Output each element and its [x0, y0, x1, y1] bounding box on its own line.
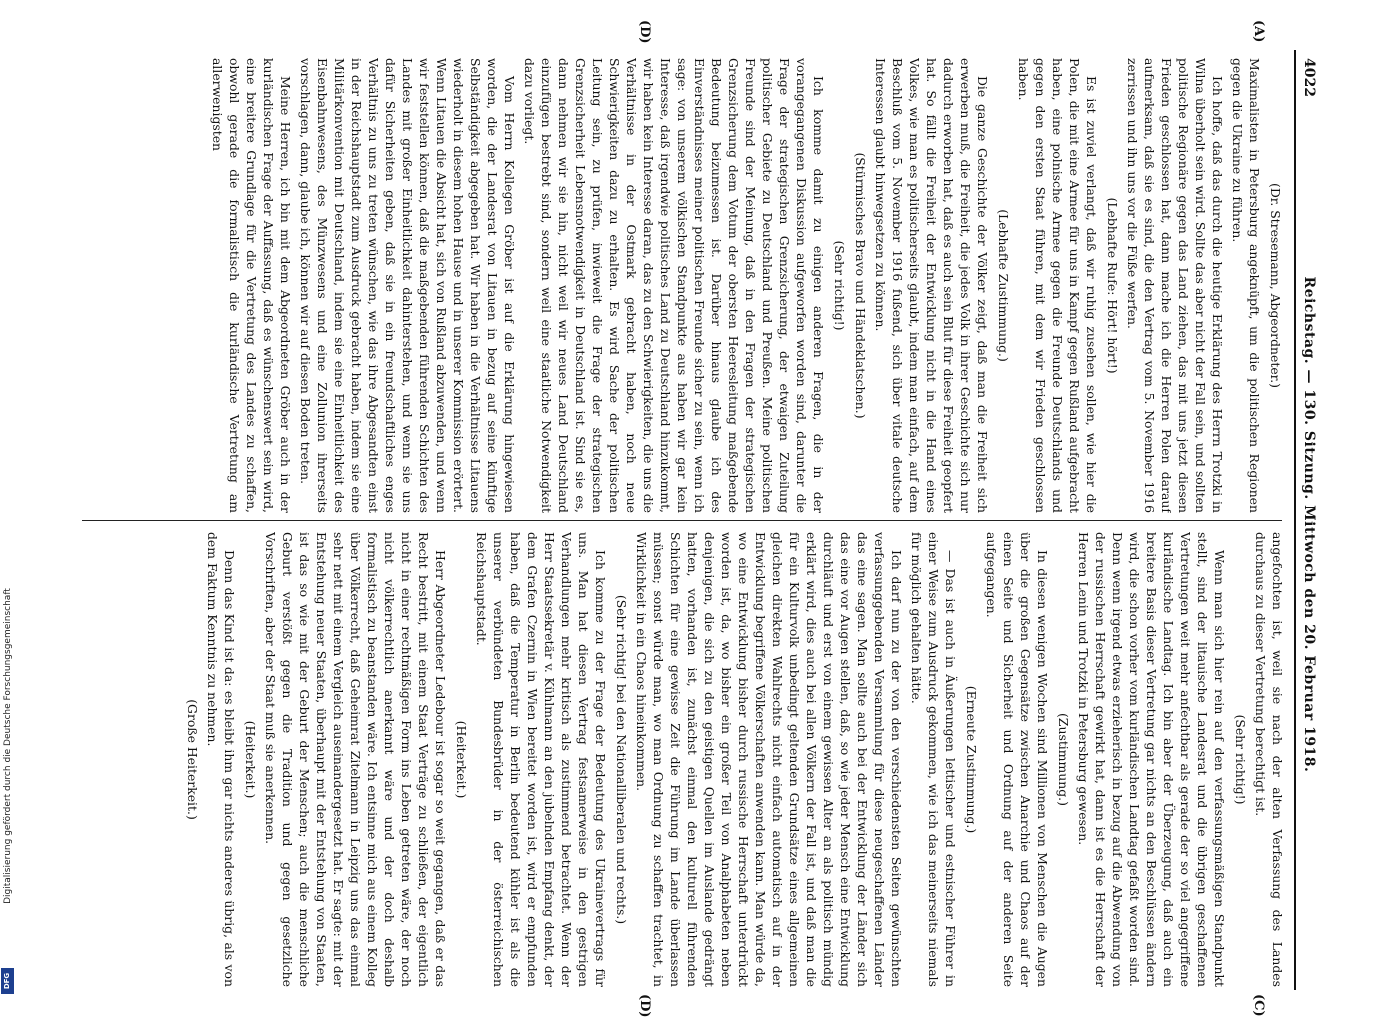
interjection: (Stürmisches Bravo und Händeklatschen.): [853, 152, 868, 419]
digitization-credit: [2, 500, 14, 990]
paragraph: Ich komme damit zu einigen anderen Fragen, die in der vorangegangenen Diskussion aufgeworfen worden sind, darunter die Frage der strategischen Grenzsicherung, der etwaigen Zuteilung politischer Gebiete zu Deutschland und Preußen. Meine politischen Freunde sind der Meinung, daß in den Fragen der strategischen Grenzsicherung dem Votum der obersten Heeresleitung maßgebende Bedeutung beizumessen ist. Darüber hinaus glaube ich des Einverständnisses meiner politischen Freunde sicher zu sein, wenn ich sage: von unserem völkischen Standpunkte aus haben wir gar kein Interesse, daß irgendwie politisches Land zu Deutschland hinzukommt, wir haben kein Interesse daran, das zu den Schwierigkeiten, die uns die Verhältnisse in der Ostmark gebracht haben, noch neue Schwierigkeiten dazu zu erhalten. Es wird Sache der politischen Leitung sein, zu prüfen, inwieweit die Frage der strategischen Grenzsicherheit Lebensnotwendigkeit in Deutschland ist. Sind sie es, dann nehmen wir sie hin, nicht weil wir neues Land Deutschland einzufügen bestrebt sind, sondern weil eine staatliche Notwendigkeit dazu vorliegt.: [522, 58, 826, 513]
paragraph: Herr Abgeordneter Ledebour ist sogar so weit gegangen, daß er das Recht bestritt, mit einem Staat Verträge zu schließen, der eigentlich nicht in einer rechtmäßigen Form ins Leben getreten wäre, der noch nicht völkerrechtlich anerkannt wäre und der doch deshalb formalistisch zu beanstanden wäre. Ich entsinne mich aus einem Kolleg über Völkerrecht, daß Geheimrat Zitelmann in Leipzig uns das einmal sehr nett mit einem Vergleich auseinandergesetzt hat. Er sagte: mit der Entstehung neuer Staaten, überhaupt mit der Entstehung von Staaten, ist das so wie mit der Geburt der Menschen; auch die menschliche Geburt verstößt gegen die Tradition und gegen gesetzliche Vorschriften, aber der Staat muß sie anerkennen.: [263, 532, 448, 987]
paragraph: Meine Herren, ich bin mit dem Abgeordneten Gröber auch in der kurländischen Frage der Auffassung, daß es wünschenswert sein wird, eine breitere Grundlage für die Vertretung des Landes zu schaffen, obwohl gerade die formalistisch die kurländische Vertretung am allerwenigsten: [210, 58, 293, 513]
interjection: (Heiterkeit.): [454, 720, 469, 799]
paragraph: Vom Herrn Kollegen Gröber ist auf die Erklärung hingewiesen worden, die der Landesrat von Litauen in bezug auf seine künftige Selbständigkeit abgegeben hat. Wir haben in die Verhältnisse Litauens wiederholt in diesem hohen Hause und in unserer Kommission erörtert. Wenn Litauen die Absicht hat, sich von Rußland abzuwenden, und wenn wir feststellen können, daß die maßgebenden führenden Schichten des Landes mit großer Einheitlichkeit dahinterstehen, und wenn sie uns dafür Sicherheiten geben, daß sie in ein freundschaftliches enges Verhältnis zu uns zu treten wünschen, wie das ihre Abgesandten einst in der Reichshauptstadt zum Ausdruck gebracht haben, indem sie eine Militärkonvention mit Deutschland, indem sie eine Einheitlichkeit des Eisenbahnwesens, des Münzwesens und eine Zollunion ihrerseits vorschlagen, dann, glaube ich, können wir auf diesen Boden treten.: [298, 58, 517, 513]
interjection: (Heiterkeit.): [243, 720, 258, 799]
document-page: [62, 20, 1322, 1018]
interjection: (Sehr richtig!): [832, 240, 847, 331]
speaker-line: (Dr. Stresemann, Abgeordneter.): [1268, 182, 1283, 388]
margin-mark-a: (A): [1251, 20, 1266, 43]
page-title: Reichstag. — 130. Sitzung. Mittwoch den 20. Februar 1918.: [1301, 276, 1317, 773]
paragraph: angefochten ist, weil sie nach der alten Verfassung des Landes durchaus zu dieser Vertretung berechtigt ist.: [1253, 532, 1285, 987]
interjection: (Erneute Zustimmung.): [964, 685, 979, 834]
margin-mark-d-right: (D): [637, 994, 652, 1018]
interjection: (Sehr richtig! bei den Nationalliberalen und rechts.): [614, 594, 629, 925]
interjection: (Sehr richtig!): [1233, 714, 1248, 805]
paragraph: Es ist zuviel verlangt, daß wir ruhig zusehen sollen, wie hier die Polen, die mit eine Armee für uns in Kampf gegen Rußland aufgebracht haben, eine polnische Armee gegen die Freunde Deutschlands und gegen den ersten Staat führen, mit dem wir Frieden geschlossen haben.: [1016, 58, 1099, 513]
paragraph: In diesen wenigen Wochen sind Millionen von Menschen die Augen über die großen Gegensätze zwischen Anarchie und Chaos auf der einen Seite und Sicherheit und Ordnung auf der anderen Seite aufgegangen.: [984, 532, 1050, 987]
paragraph: Wenn man sich hier rein auf den verfassungsmäßigen Standpunkt stellt, sind der litauische Landesrat und die übrigen geschaffenen Vertretungen weit mehr anfechtbar als gerade der so viel angegriffene kurländische Landtag. Ich bin aber der Überzeugung, daß auch ein breitere Basis dieser Vertretung gar nichts an den Beschlüssen ändern wird, die schon vorher vom kurländischen Landtag gefaßt worden sind. Denn wenn irgend etwas erzieherisch in bezug auf die Abwendung von der russischen Herrschaft gewirkt hat, dann ist es die Herrschaft der Herren Lenin und Trotzki in Petersburg gewesen.: [1076, 532, 1227, 987]
page-header: [1294, 50, 1322, 990]
interjection: (Große Heiterkeit.): [185, 699, 200, 820]
dfg-logo-text: DFG: [3, 972, 12, 990]
paragraph: Ich darf nun zu der von den verschiedensten Seiten gewünschten verfassunggebenden Versammlung für diese neugeschaffenen Länder das eine sagen. Man sollte auch bei der Entwicklung der Länder sich das eine vor Augen stellen, daß, so wie jeder Mensch eine Entwicklung durchläuft und erst von einem gewissen Alter an als politisch mündig erklärt wird, dies auch bei allen Völkern der Fall ist, und daß man die für ein Kulturvolk unbedingt geltenden Grundsätze eines allgemeinen gleichen direkten Wahlrechts nicht einfach automatisch auf in der Entwicklung begriffene Völkerschaften anwenden kann. Man würde da, wo eine Entwicklung bisher durch russische Herrschaft unterdrückt worden ist, da, wo bisher ein großer Teil von Analphabeten neben denjenigen, die sich zu den geistigen Quellen im Auslande gedrängt hatten, vorhanden ist, zunächst einmal den kulturell führenden Schichten für eine gewisse Zeit die Führung im Lande überlassen müssen; sonst würde man, wo man Ordnung zu schaffen trachtet, in Wirklichkeit in ein Chaos hineinkommen.: [634, 532, 904, 987]
paragraph: Die ganze Geschichte der Völker zeigt, daß man die Freiheit sich erwerben muß, die Freiheit, die jedes Volk in ihrer Geschichte sich nur dadurch erworben hat, daß es auch sein Blut für diese Freiheit geopfert hat. So fällt die Freiheit der Entwicklung nicht in die Hand eines Volkes, wie man es politischerseits glaubt, indem man einfach, auf dem Beschluß vom 5. November 1916 fußend, sich über vitale deutsche Interessen glaubt hinwegsetzen zu können.: [873, 58, 990, 513]
margin-mark-c: (C): [1251, 994, 1266, 1017]
page-number: 4022: [1301, 58, 1317, 97]
interjection: (Lebhafte Rufe: Hört! hört!): [1105, 197, 1120, 374]
digitization-credit-text: Digitalisierung gefördert durch die Deutsche Forschungsgemeinschaft: [3, 588, 13, 904]
interjection: (Zustimmung.): [1056, 713, 1071, 806]
dfg-logo: [1, 968, 14, 994]
paragraph: Ich hoffe, daß das durch die heutige Erklärung des Herrn Trotzki in Wilna überholt sein wird. Sollte das aber nicht der Fall sein, und sollten politische Regionäre gegen das Land ziehen, das mit uns jetzt diesen Frieden geschlossen hat, dann mache ich die Herren Polen darauf aufmerksam, daß sie es sind, die den Vertrag vom 5. November 1916 zerrissen und ihn uns vor die Füße werfen.: [1125, 58, 1225, 513]
paragraph: Denn das Kind ist da: es bleibt ihm gar nichts anderes übrig, als von dem Faktum Kenntnis zu nehmen.: [205, 532, 237, 987]
right-column: [71, 532, 1286, 987]
column-divider: [82, 520, 1282, 521]
interjection: (Lebhafte Zustimmung.): [996, 209, 1011, 362]
paragraph: — Das ist auch in Äußerungen lettischer und estnischer Führer in einer Weise zum Ausdruck gekommen, wie ich das meinerseits niemals für möglich gehalten hätte.: [909, 532, 958, 987]
paragraph: Ich komme zu der Frage der Bedeutung des Ukrainevertrags für uns. Man hat diesen Vertrag festsamerweise in den gestrigen Verhandlungen mehr kritisch als zustimmend betrachtet. Wenn der Herr Staatssekretär v. Kühlmann an den jubelnden Empfang denkt, der dem Grafen Czernin in Wien bereitet worden ist, wird er empfunden haben, daß die Temperatur in Berlin bedeutend kühler ist als die unserer verbündeten Bundesbrüder in der österreichischen Reichshauptstadt.: [474, 532, 608, 987]
margin-mark-d-left: (D): [637, 20, 652, 44]
paragraph: Maximalisten in Petersburg angeknüpft, um die politischen Regionen gegen die Ukraine zu führen.: [1230, 58, 1262, 513]
left-column: [71, 58, 1286, 513]
